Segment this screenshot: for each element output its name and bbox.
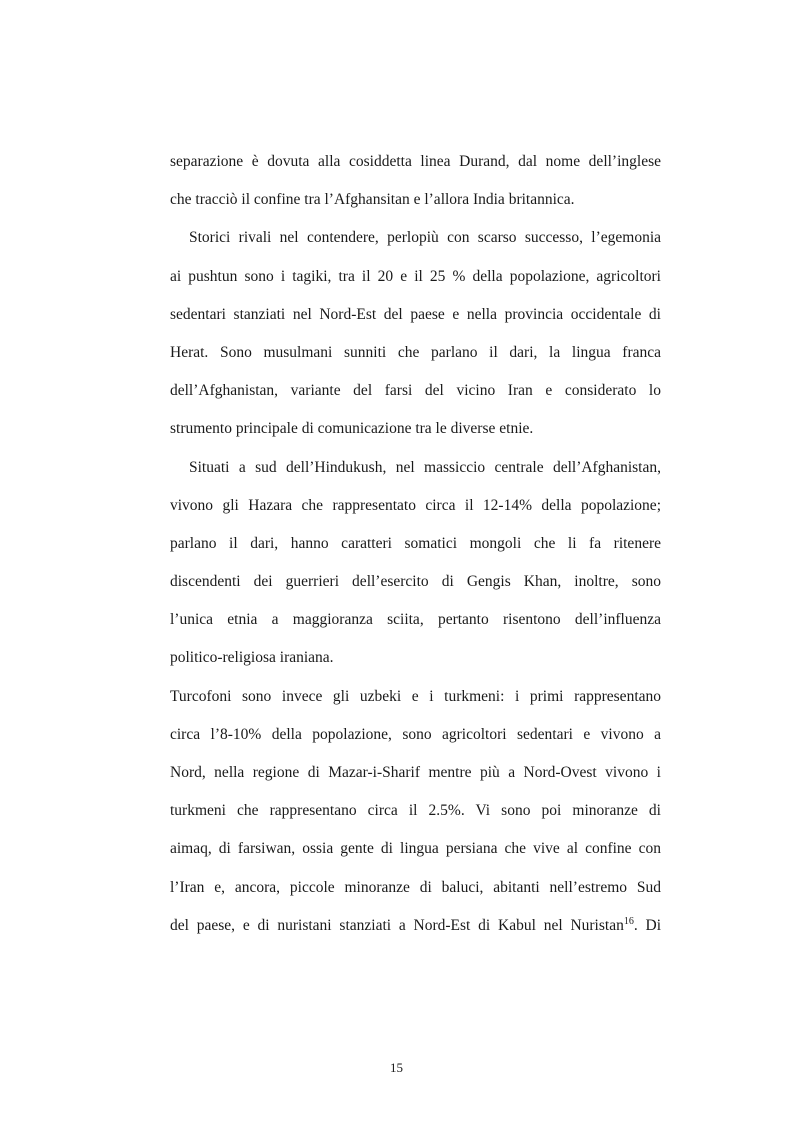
text-line: turkmeni che rappresentano circa il 2.5%. Vi sono poi minoranze di (170, 802, 661, 820)
text-line: dell’Afghanistan, variante del farsi del vicino Iran e considerato lo (170, 382, 661, 400)
footnote-reference[interactable]: 16 (623, 915, 634, 927)
text-segment: del paese, e di nuristani stanziati a Nord-Est di Kabul nel Nuristan (170, 916, 624, 934)
text-line: discendenti dei guerrieri dell’esercito di Gengis Khan, inoltre, sono (170, 573, 661, 591)
text-line: politico-religiosa iraniana. (170, 649, 334, 667)
text-line: l’Iran e, ancora, piccole minoranze di baluci, abitanti nell’estremo Sud (170, 878, 661, 896)
text-line: separazione è dovuta alla cosiddetta linea Durand, dal nome dell’inglese (170, 153, 661, 170)
text-line: vivono gli Hazara che rappresentato circa il 12-14% della popolazione; (170, 496, 661, 514)
text-line-with-footnote (170, 910, 661, 948)
text-line: aimaq, di farsiwan, ossia gente di lingua persiana che vive al confine con (170, 840, 661, 858)
text-line: Situati a sud dell’Hindukush, nel massiccio centrale dell’Afghanistan, (189, 458, 661, 476)
text-line: che tracciò il confine tra l’Afghansitan e l’allora India britannica. (170, 191, 575, 209)
body-text (170, 146, 661, 948)
text-line: parlano il dari, hanno caratteri somatici mongoli che li fa ritenere (170, 534, 661, 552)
text-line: Herat. Sono musulmani sunniti che parlano il dari, la lingua franca (170, 343, 661, 361)
text-line: l’unica etnia a maggioranza sciita, pertanto risentono dell’influenza (170, 611, 661, 629)
text-line: sedentari stanziati nel Nord-Est del paese e nella provincia occidentale di (170, 305, 661, 323)
text-line: strumento principale di comunicazione tra le diverse etnie. (170, 420, 534, 438)
text-line: Turcofoni sono invece gli uzbeki e i turkmeni: i primi rappresentano (170, 687, 661, 705)
text-line: Storici rivali nel contendere, perlopiù con scarso successo, l’egemonia (189, 229, 661, 247)
page-number: 15 (390, 1060, 403, 1075)
text-line: ai pushtun sono i tagiki, tra il 20 e il 25 % della popolazione, agricoltori (170, 267, 661, 285)
text-line: circa l’8-10% della popolazione, sono agricoltori sedentari e vivono a (170, 725, 661, 743)
text-segment: . Di (633, 916, 662, 934)
text-line: Nord, nella regione di Mazar-i-Sharif mentre più a Nord-Ovest vivono i (170, 764, 661, 781)
